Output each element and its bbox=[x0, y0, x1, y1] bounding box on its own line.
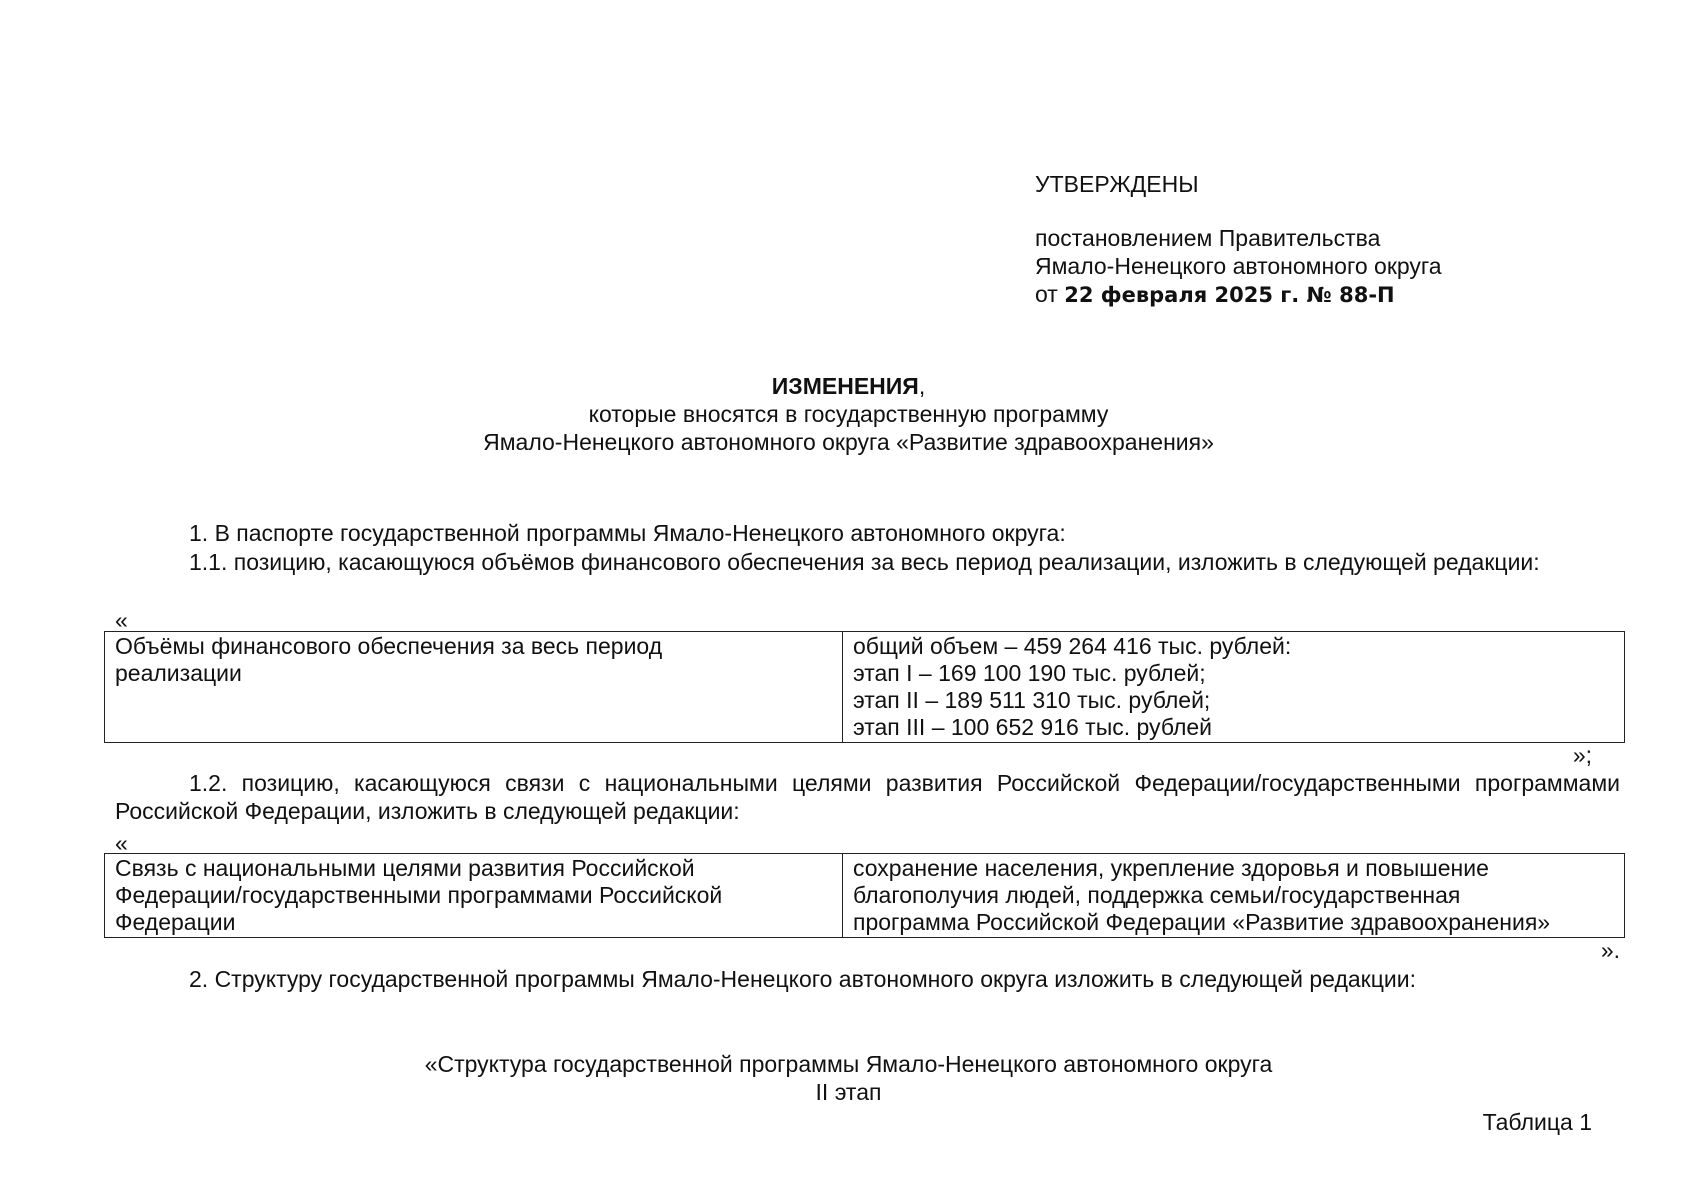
table-cell-line: этап II – 189 511 310 тыс. рублей; bbox=[853, 687, 1211, 713]
document-title bbox=[0, 372, 1697, 456]
national-goals-table bbox=[104, 853, 1625, 938]
title-line-3: Ямало-Ненецкого автономного округа «Развитие здравоохранения» bbox=[483, 429, 1214, 455]
table-row bbox=[105, 632, 1625, 743]
table-cell-line: этап I – 169 100 190 тыс. рублей; bbox=[853, 660, 1206, 686]
table-cell-line: общий объем – 459 264 416 тыс. рублей: bbox=[853, 633, 1292, 659]
table-row bbox=[105, 854, 1625, 938]
table-cell-line: программа Российской Федерации «Развитие здравоохранения» bbox=[853, 909, 1551, 935]
structure-title: «Структура государственной программы Ямало-Ненецкого автономного округа bbox=[424, 1051, 1273, 1077]
table-cell-line: Объёмы финансового обеспечения за весь период bbox=[115, 633, 663, 659]
section-1-item-1-2: 1.2. позицию, касающуюся связи с национальными целями развития Российской Федерации/государственными программами Российской Федерации, изложить в следующей редакции: bbox=[115, 770, 1620, 824]
approval-date-line bbox=[1035, 280, 1655, 309]
national-goals-label-cell bbox=[105, 854, 843, 938]
title-main-line bbox=[0, 372, 1697, 400]
table-number-label: Таблица 1 bbox=[1482, 1109, 1592, 1135]
title-main-suffix: , bbox=[918, 373, 926, 399]
table-cell-line: Федерации bbox=[115, 909, 236, 935]
table-cell-line: реализации bbox=[115, 660, 242, 686]
quote-open-2: « bbox=[115, 830, 128, 856]
title-line-2: которые вносятся в государственную программу bbox=[588, 401, 1109, 427]
table-cell-line: сохранение населения, укрепление здоровья и повышение bbox=[853, 855, 1489, 881]
approval-date-value: 22 февраля 2025 г. № 88-П bbox=[1064, 283, 1395, 307]
section-2-intro: 2. Структуру государственной программы Ямало-Ненецкого автономного округа изложить в следующей редакции: bbox=[189, 966, 1416, 992]
table-cell-line: благополучия людей, поддержка семьи/государственная bbox=[853, 882, 1461, 908]
financing-table bbox=[104, 631, 1625, 743]
section-1-intro: 1. В паспорте государственной программы Ямало-Ненецкого автономного округа: bbox=[189, 520, 1066, 546]
quote-close-2: ». bbox=[1600, 937, 1620, 963]
quote-close-1: »; bbox=[1572, 742, 1592, 768]
table-cell-line: Федерации/государственными программами Российской bbox=[115, 882, 723, 908]
approval-line-1: постановлением Правительства bbox=[1035, 225, 1381, 251]
financing-value-cell bbox=[843, 632, 1625, 743]
national-goals-value-cell bbox=[843, 854, 1625, 938]
financing-label-cell bbox=[105, 632, 843, 743]
table-cell-line: Связь с национальными целями развития Российской bbox=[115, 855, 695, 881]
approval-heading: УТВЕРЖДЕНЫ bbox=[1035, 171, 1199, 197]
approval-line-2: Ямало-Ненецкого автономного округа bbox=[1035, 253, 1442, 279]
table-cell-line: этап III – 100 652 916 тыс. рублей bbox=[853, 714, 1213, 740]
section-1-item-1-1: 1.1. позицию, касающуюся объёмов финансового обеспечения за весь период реализации, изложить в следующей редакции: bbox=[189, 549, 1540, 575]
stage-label: II этап bbox=[815, 1079, 882, 1105]
title-main: ИЗМЕНЕНИЯ bbox=[771, 373, 919, 399]
approval-date-prefix: от bbox=[1035, 281, 1065, 307]
quote-open-1: « bbox=[115, 607, 128, 633]
approval-block bbox=[1035, 170, 1655, 309]
